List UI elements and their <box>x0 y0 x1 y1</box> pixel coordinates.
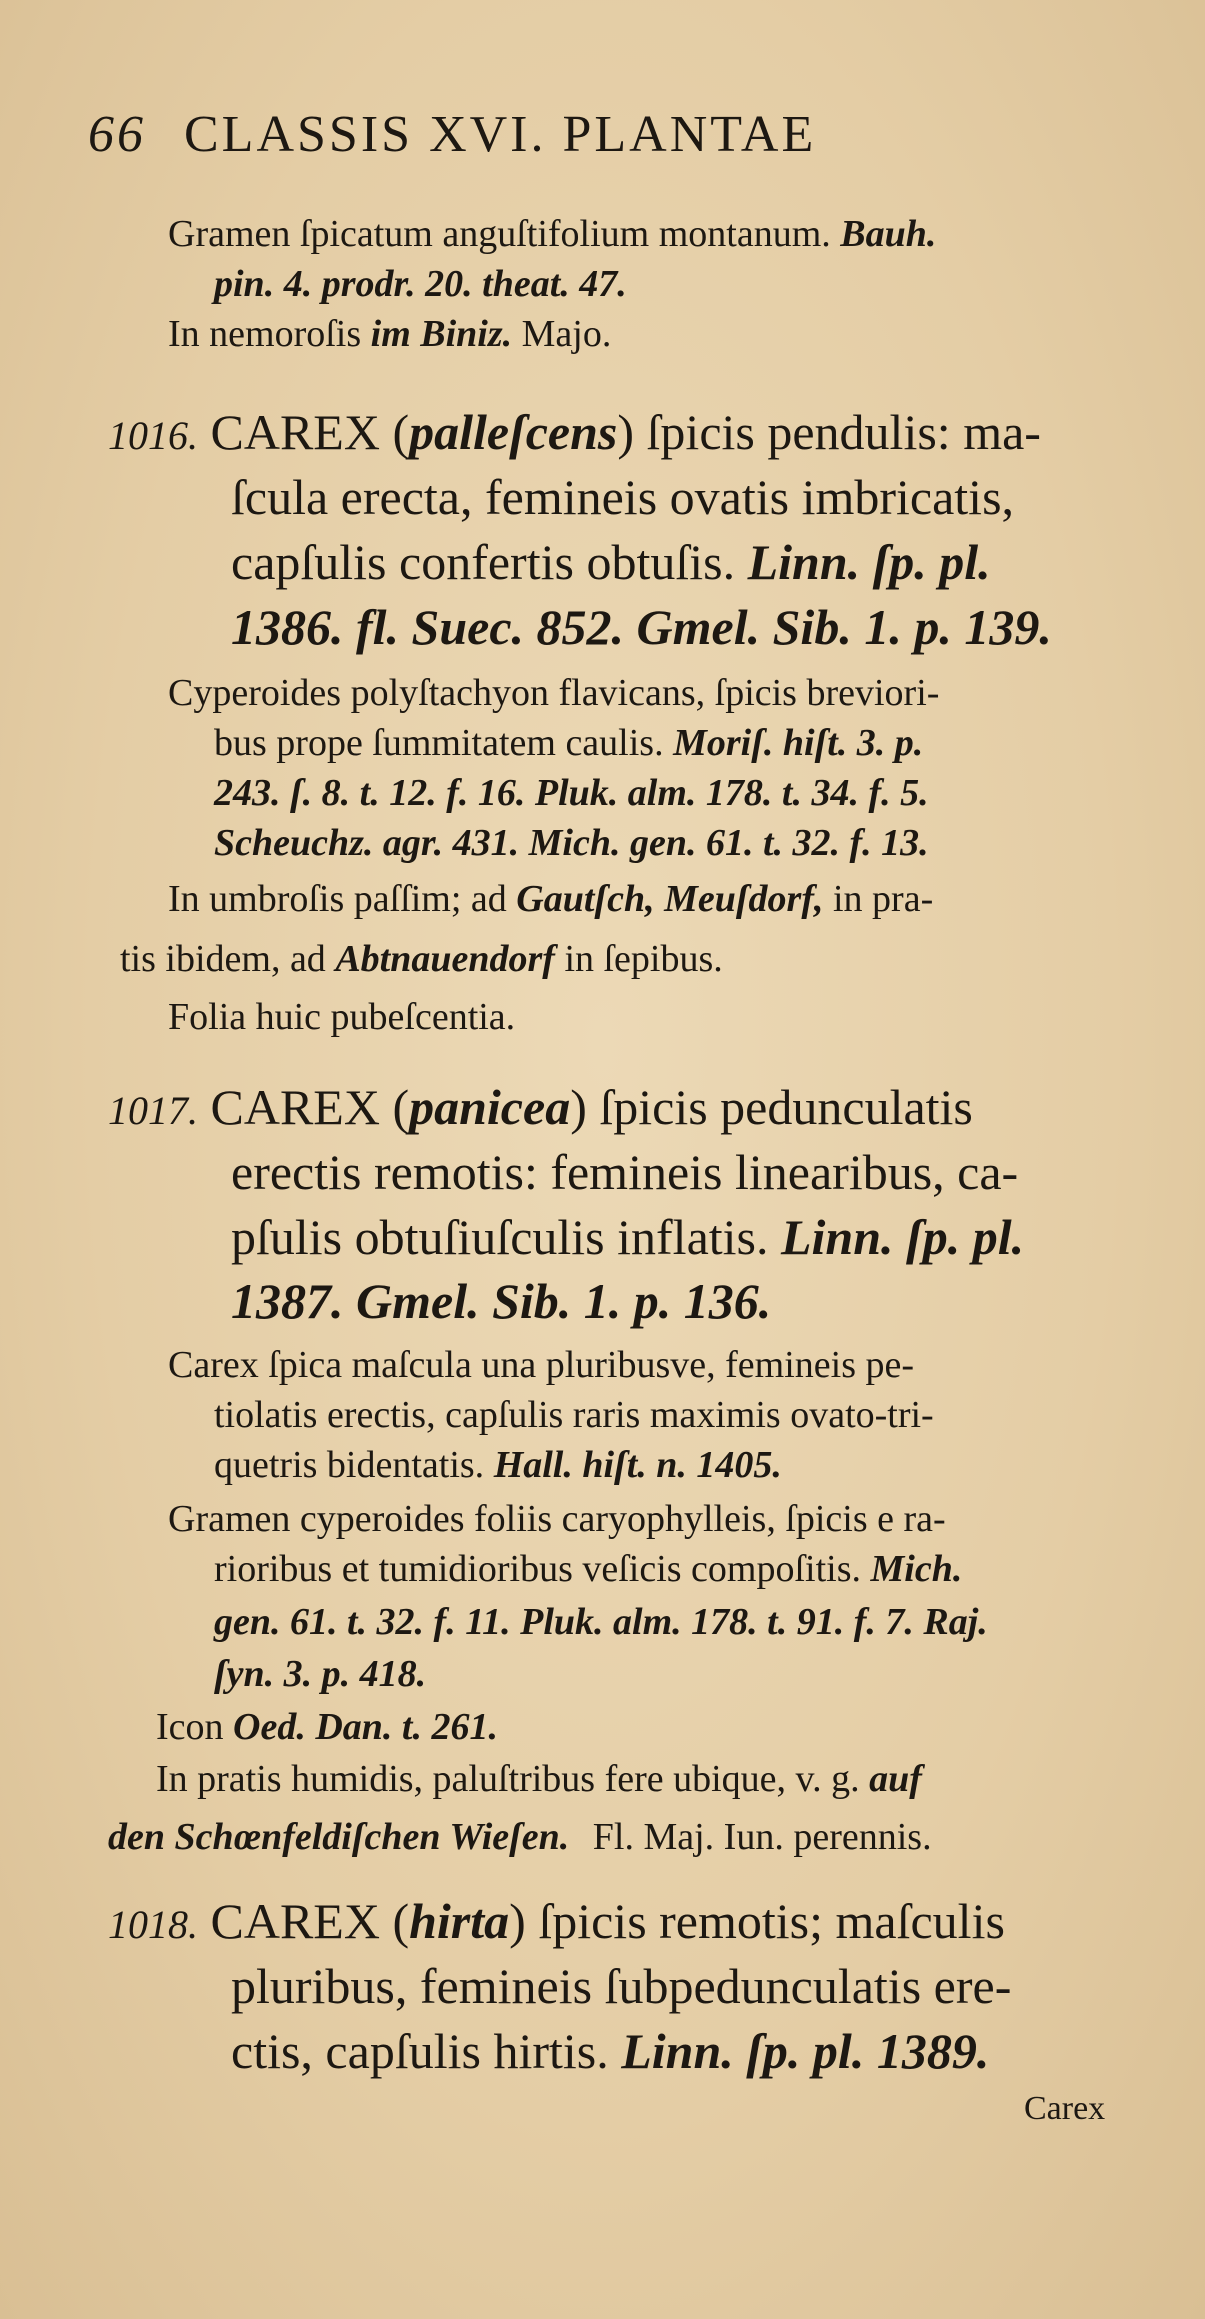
entry-number: 1018. <box>108 1902 198 1947</box>
text-line: pſulis obtuſiuſculis inflatis. Linn. ſp. pl. <box>231 1209 1025 1265</box>
text-line: Scheuchz. agr. 431. Mich. gen. 61. t. 32. f. 13. <box>214 822 929 864</box>
text-line: ſcula erecta, femineis ovatis imbricatis, <box>231 469 1015 525</box>
text-line: capſulis confertis obtuſis. Linn. ſp. pl. <box>231 534 991 590</box>
text-line: bus prope ſummitatem caulis. Moriſ. hiſt. 3. p. <box>214 722 924 764</box>
text-line: gen. 61. t. 32. f. 11. Pluk. alm. 178. t. 91. f. 7. Raj. <box>214 1601 988 1643</box>
text-line: den Schœnfeldiſchen Wieſen. Fl. Maj. Iun. perennis. <box>108 1816 932 1858</box>
text-line: tis ibidem, ad Abtnauendorf in ſepibus. <box>120 938 723 980</box>
text-line: 1386. fl. Suec. 852. Gmel. Sib. 1. p. 139. <box>231 599 1052 655</box>
text-line: Cyperoides polyſtachyon flavicans, ſpicis breviori- <box>168 672 940 714</box>
entry-heading-1016: 1016. CAREX (palleſcens) ſpicis pendulis: ma- <box>108 404 1041 460</box>
text-line: tiolatis erectis, capſulis raris maximis ovato-tri- <box>214 1394 934 1436</box>
text-line: Folia huic pubeſcentia. <box>168 996 516 1038</box>
text-line: Icon Oed. Dan. t. 261. <box>156 1706 498 1748</box>
text-line: ctis, capſulis hirtis. Linn. ſp. pl. 1389. <box>231 2023 990 2079</box>
text-line: erectis remotis: femineis linearibus, ca- <box>231 1144 1019 1200</box>
text-line: Gramen ſpicatum anguſtifolium montanum. Bauh. <box>168 213 937 255</box>
entry-heading-1018: 1018. CAREX (hirta) ſpicis remotis; maſculis <box>108 1893 1005 1949</box>
text-line: In umbroſis paſſim; ad Gautſch, Meuſdorf, in pra- <box>168 878 934 920</box>
text-line: pluribus, femineis ſubpedunculatis ere- <box>231 1958 1012 2014</box>
entry-number: 1017. <box>108 1088 198 1133</box>
running-header <box>88 105 816 164</box>
catchword: Carex <box>1024 2090 1106 2127</box>
text-line: pin. 4. prodr. 20. theat. 47. <box>214 263 627 305</box>
text-line: 243. ſ. 8. t. 12. f. 16. Pluk. alm. 178. t. 34. f. 5. <box>214 772 929 814</box>
text-line: quetris bidentatis. Hall. hiſt. n. 1405. <box>214 1444 782 1486</box>
text-line: Carex ſpica maſcula una pluribusve, femineis pe- <box>168 1344 915 1386</box>
entry-heading-1017: 1017. CAREX (panicea) ſpicis pedunculatis <box>108 1079 973 1135</box>
entry-number: 1016. <box>108 413 198 458</box>
page-title: CLASSIS XVI. PLANTAE <box>184 106 817 163</box>
text-line: rioribus et tumidioribus veſicis compoſitis. Mich. <box>214 1548 963 1590</box>
text-line: In nemoroſis im Biniz. Majo. <box>168 313 612 355</box>
text-line: 1387. Gmel. Sib. 1. p. 136. <box>231 1273 772 1329</box>
text-line: In pratis humidis, paluſtribus fere ubique, v. g. auf <box>156 1758 922 1800</box>
page-number: 66 <box>88 106 146 163</box>
text-line: ſyn. 3. p. 418. <box>214 1653 427 1695</box>
text-line: Gramen cyperoides foliis caryophylleis, ſpicis e ra- <box>168 1498 946 1540</box>
